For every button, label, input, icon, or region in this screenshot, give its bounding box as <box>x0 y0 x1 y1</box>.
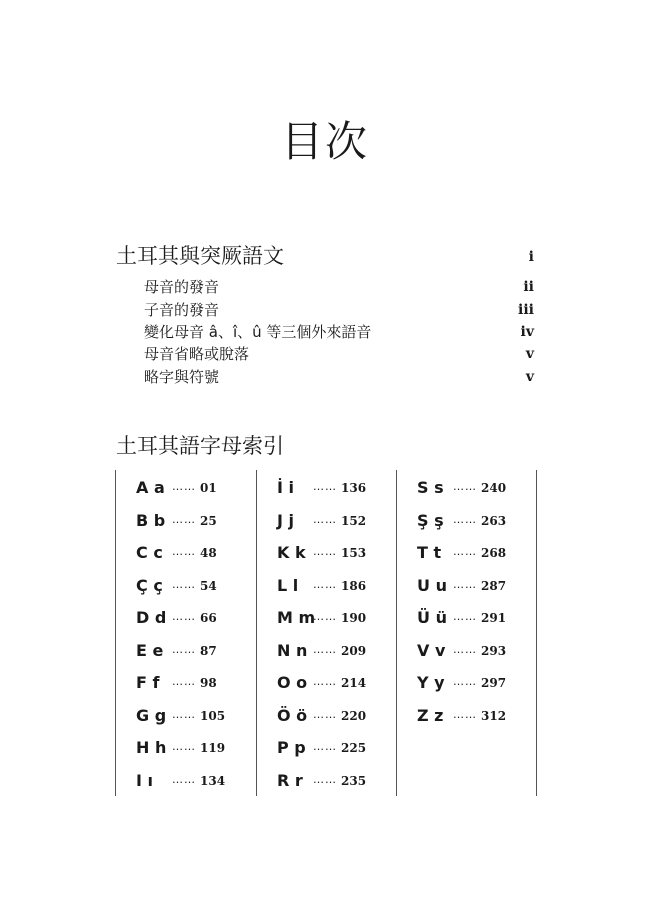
index-letters: M m <box>277 608 316 627</box>
index-letters: P p <box>277 738 306 757</box>
page-title: 目次 <box>280 117 369 166</box>
index-letters: E e <box>136 640 164 660</box>
toc-item-foreign-vowels[interactable] <box>116 321 534 345</box>
index-leader-dots: …… <box>172 577 196 591</box>
index-leader-dots: …… <box>172 610 196 623</box>
section-heading-alphabet-index: 土耳其語字母索引 <box>116 434 284 458</box>
index-leader-dots: …… <box>313 772 337 786</box>
index-page-number: 235 <box>341 773 367 788</box>
index-leader-dots: …… <box>172 740 196 753</box>
index-letters: Ü ü <box>417 608 447 627</box>
column-divider <box>256 470 257 796</box>
index-letters: İ i <box>277 478 295 497</box>
column-divider <box>396 470 397 796</box>
index-page-number: 268 <box>481 546 507 560</box>
index-leader-dots: …… <box>453 675 477 688</box>
toc-item-label: 變化母音 â、î、û 等三個外來語音 <box>144 323 372 341</box>
index-letters: Ö ö <box>277 705 308 725</box>
index-leader-dots: …… <box>172 642 196 656</box>
index-page-number: 134 <box>200 773 226 788</box>
index-letters: J j <box>277 510 295 530</box>
index-page-number: 54 <box>200 578 217 593</box>
index-leader-dots: …… <box>313 675 337 688</box>
index-letters: D d <box>136 608 167 627</box>
toc-page-number: ii <box>523 279 534 295</box>
toc-item-vowel-elision[interactable] <box>116 343 534 367</box>
index-page-number: 291 <box>481 611 507 625</box>
index-letters: I ı <box>136 770 154 790</box>
column-divider <box>115 470 116 796</box>
index-letters: O o <box>277 673 308 692</box>
index-leader-dots: …… <box>313 545 337 558</box>
index-leader-dots: …… <box>313 740 337 753</box>
toc-page-number: iii <box>518 302 534 318</box>
index-page-number: 119 <box>200 741 226 755</box>
index-page-number: 297 <box>481 676 507 690</box>
index-leader-dots: …… <box>453 577 477 591</box>
index-page-number: 136 <box>341 481 367 495</box>
toc-item-label: 母音省略或脫落 <box>144 345 250 363</box>
index-leader-dots: …… <box>453 545 477 558</box>
index-page-number: 105 <box>200 708 226 723</box>
index-letters: S s <box>417 478 444 497</box>
toc-item-label: 母音的發音 <box>144 278 220 296</box>
index-page-number: 209 <box>341 643 367 658</box>
index-leader-dots: …… <box>172 512 196 526</box>
index-leader-dots: …… <box>453 512 477 526</box>
index-page-number: 87 <box>200 643 217 658</box>
index-leader-dots: …… <box>313 642 337 656</box>
index-letters: V v <box>417 640 446 660</box>
index-page-number: 186 <box>341 578 367 593</box>
index-leader-dots: …… <box>172 707 196 721</box>
index-page-number: 190 <box>341 611 367 625</box>
index-letters: Ç ç <box>136 575 163 595</box>
index-leader-dots: …… <box>172 545 196 558</box>
index-leader-dots: …… <box>453 642 477 656</box>
column-divider <box>536 470 537 796</box>
index-letters: T t <box>417 543 442 562</box>
index-page-number: 225 <box>341 741 367 755</box>
index-letters: R r <box>277 770 303 790</box>
index-letters: L l <box>277 575 299 595</box>
index-letters: G g <box>136 705 167 725</box>
toc-item-label: 子音的發音 <box>144 301 220 319</box>
index-page-number: 293 <box>481 643 507 658</box>
index-leader-dots: …… <box>313 610 337 623</box>
index-letters: N n <box>277 640 308 660</box>
index-page-number: 98 <box>200 676 217 690</box>
index-leader-dots: …… <box>453 610 477 623</box>
toc-item-vowels[interactable] <box>116 276 534 300</box>
index-leader-dots: …… <box>453 480 477 493</box>
index-page-number: 01 <box>200 481 217 495</box>
toc-item-label: 略字與符號 <box>144 368 220 386</box>
index-page-number: 153 <box>341 546 367 560</box>
section-heading-turkic-languages: 土耳其與突厥語文 <box>116 244 284 268</box>
index-leader-dots: …… <box>172 480 196 493</box>
index-letters: Y y <box>417 673 445 692</box>
index-page-number: 287 <box>481 578 507 593</box>
index-letters: U u <box>417 575 447 595</box>
toc-item-consonants[interactable] <box>116 299 534 323</box>
index-letters: K k <box>277 543 306 562</box>
toc-page-number: iv <box>520 324 534 340</box>
index-leader-dots: …… <box>313 512 337 526</box>
index-page-number: 220 <box>341 708 367 723</box>
index-leader-dots: …… <box>172 772 196 786</box>
toc-item-abbreviations[interactable] <box>116 366 534 390</box>
index-letters: B b <box>136 510 166 530</box>
index-letters: Z z <box>417 705 444 725</box>
index-letters: F f <box>136 673 160 692</box>
index-page-number: 66 <box>200 611 217 625</box>
index-leader-dots: …… <box>313 480 337 493</box>
toc-page-number: v <box>525 369 534 385</box>
index-letters: A a <box>136 478 165 497</box>
toc-page-number: v <box>525 346 534 362</box>
index-leader-dots: …… <box>313 577 337 591</box>
index-page-number: 263 <box>481 513 507 528</box>
index-letters: C c <box>136 543 163 562</box>
index-page-number: 214 <box>341 676 367 690</box>
index-leader-dots: …… <box>313 707 337 721</box>
index-letters: H h <box>136 738 167 757</box>
index-letters: Ş ş <box>417 510 444 530</box>
index-page-number: 312 <box>481 708 507 723</box>
index-leader-dots: …… <box>453 707 477 721</box>
index-page-number: 240 <box>481 481 507 495</box>
index-page-number: 48 <box>200 546 217 560</box>
index-leader-dots: …… <box>172 675 196 688</box>
toc-page-number: i <box>528 249 534 265</box>
toc-row-section1[interactable] <box>116 244 534 268</box>
index-page-number: 25 <box>200 513 217 528</box>
index-page-number: 152 <box>341 513 367 528</box>
